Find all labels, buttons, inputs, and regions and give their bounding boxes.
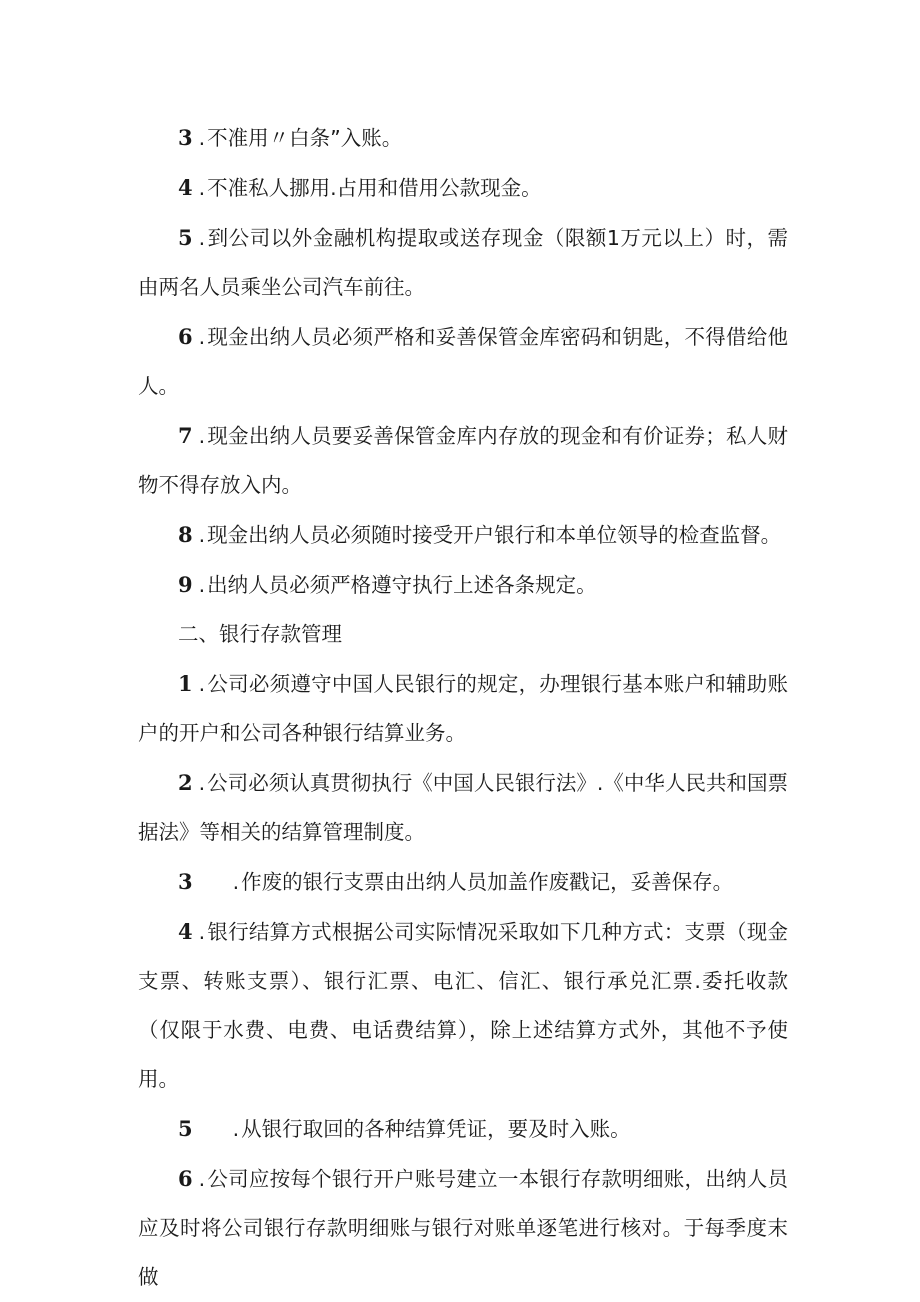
item-separator: .: [198, 424, 206, 448]
item-number: 7: [178, 423, 193, 448]
numbered-paragraph: [138, 907, 788, 1104]
numbered-paragraph: [138, 857, 788, 907]
paragraph-text: 出纳人员必须严格遵守执行上述各条规定。: [207, 573, 597, 597]
numbered-paragraph: [138, 560, 788, 610]
paragraph-text: 二、银行存款管理: [178, 622, 342, 646]
item-number: 2: [178, 770, 193, 795]
numbered-paragraph: [138, 113, 788, 163]
paragraph-text: 到公司以外金融机构提取或送存现金（限额1万元以上）时，需由两名人员乘坐公司汽车前往。: [138, 226, 788, 299]
paragraph-text: 现金出纳人员必须随时接受开户银行和本单位领导的检查监督。: [207, 523, 782, 547]
paragraph-text: 现金出纳人员必须严格和妥善保管金库密码和钥匙，不得借给他人。: [138, 325, 788, 398]
item-separator: .: [198, 226, 206, 250]
item-number: 4: [178, 919, 193, 944]
numbered-paragraph: [138, 1154, 788, 1302]
document-body: [138, 113, 788, 1302]
item-number: 6: [178, 324, 193, 349]
paragraph-text: 不准用〃白条”入账。: [207, 126, 403, 150]
paragraph-text: 公司必须认真贯彻执行《中国人民银行法》.《中华人民共和国票据法》等相关的结算管理制度。: [138, 771, 788, 844]
item-separator: .: [198, 325, 206, 349]
item-number: 8: [178, 522, 193, 547]
numbered-paragraph: [138, 213, 788, 312]
item-number: 3: [178, 125, 193, 150]
item-number: 1: [178, 671, 193, 696]
item-separator: .: [232, 1117, 240, 1141]
paragraph-text: 公司必须遵守中国人民银行的规定，办理银行基本账户和辅助账户的开户和公司各种银行结算业务。: [138, 672, 788, 745]
numbered-paragraph: [138, 510, 788, 560]
item-separator: .: [198, 771, 206, 795]
item-separator: .: [198, 573, 206, 597]
numbered-paragraph: [138, 659, 788, 758]
item-separator: .: [198, 176, 206, 200]
item-separator: .: [198, 672, 206, 696]
item-separator: .: [198, 920, 206, 944]
section-heading: [138, 610, 788, 659]
paragraph-text: 现金出纳人员要妥善保管金库内存放的现金和有价证券；私人财物不得存放入内。: [138, 424, 788, 497]
item-number: 9: [178, 572, 193, 597]
item-number: 5: [178, 225, 193, 250]
item-number: 6: [178, 1166, 193, 1191]
numbered-paragraph: [138, 312, 788, 411]
item-number: 5: [178, 1116, 193, 1141]
paragraph-text: 从银行取回的各种结算凭证，要及时入账。: [241, 1117, 631, 1141]
item-separator: .: [232, 870, 240, 894]
item-separator: .: [198, 523, 206, 547]
numbered-paragraph: [138, 1104, 788, 1154]
numbered-paragraph: [138, 758, 788, 857]
numbered-paragraph: [138, 163, 788, 213]
item-separator: .: [198, 1167, 206, 1191]
item-number: 3: [178, 869, 193, 894]
paragraph-text: 银行结算方式根据公司实际情况采取如下几种方式：支票（现金支票、转账支票）、银行汇票、电汇、信汇、银行承兑汇票.委托收款（仅限于水费、电费、电话费结算），除上述结算方式外，其他不予使用。: [138, 920, 788, 1091]
numbered-paragraph: [138, 411, 788, 510]
item-separator: .: [198, 126, 206, 150]
item-number: 4: [178, 175, 193, 200]
paragraph-text: 公司应按每个银行开户账号建立一本银行存款明细账，出纳人员应及时将公司银行存款明细账与银行对账单逐笔进行核对。于每季度末做: [138, 1167, 788, 1289]
paragraph-text: 不准私人挪用.占用和借用公款现金。: [207, 176, 542, 200]
paragraph-text: 作废的银行支票由出纳人员加盖作废戳记，妥善保存。: [241, 870, 734, 894]
